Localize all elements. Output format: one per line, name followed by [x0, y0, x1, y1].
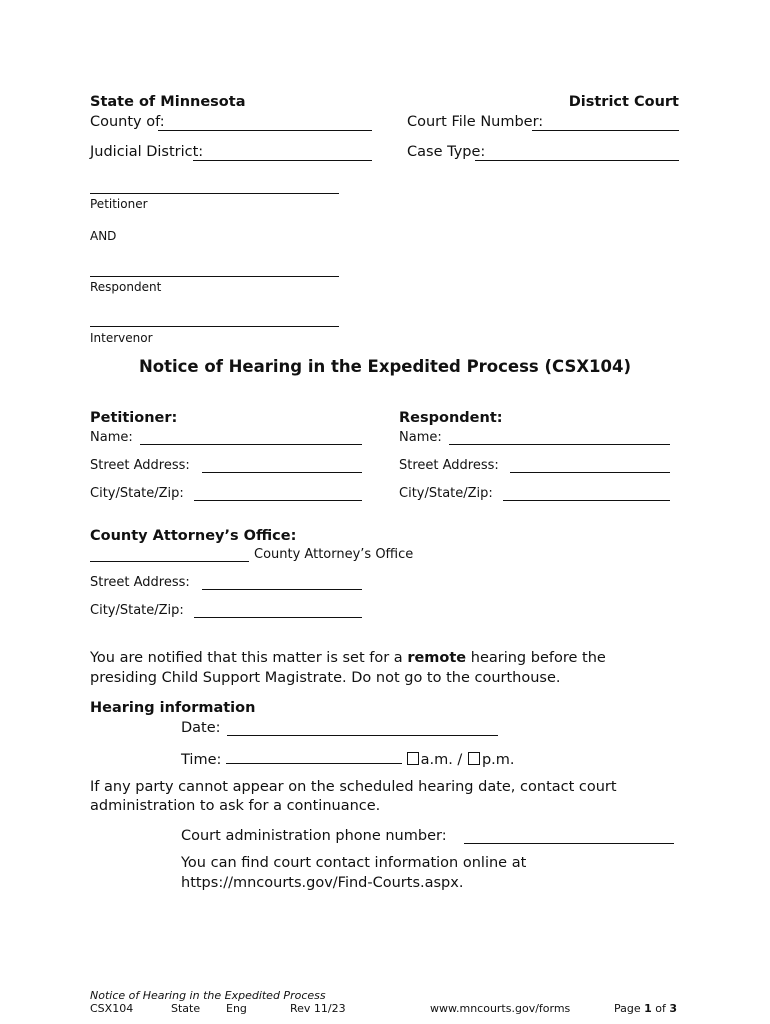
respondent-street-input[interactable] — [510, 472, 670, 473]
footer-scope: State — [171, 1002, 201, 1015]
county-attorney-county-input[interactable] — [90, 561, 249, 562]
case-type-label: Case Type: — [407, 144, 486, 160]
notice-line-2: presiding Child Support Magistrate. Do not go to the courthouse. — [90, 670, 561, 686]
petitioner-name-input[interactable] — [140, 444, 362, 445]
online-line-2[interactable]: https://mncourts.gov/Find-Courts.aspx. — [181, 875, 464, 891]
county-attorney-city-input[interactable] — [194, 617, 362, 618]
pm-checkbox[interactable] — [468, 752, 480, 765]
phone-input[interactable] — [464, 843, 674, 844]
notice-line-1: You are notified that this matter is set for a remote hearing before the — [90, 650, 606, 666]
court-file-field[interactable] — [532, 130, 679, 131]
am-checkbox[interactable] — [407, 752, 419, 765]
footer-website[interactable]: www.mncourts.gov/forms — [430, 1002, 571, 1015]
date-input[interactable] — [227, 735, 498, 736]
pm-label: p.m. — [481, 752, 515, 768]
respondent-heading: Respondent: — [399, 410, 503, 426]
county-attorney-office-label: County Attorney’s Office — [254, 547, 414, 562]
time-row — [181, 750, 515, 768]
footer-form-title: Notice of Hearing in the Expedited Process — [90, 989, 326, 1002]
hearing-heading: Hearing information — [90, 700, 256, 716]
petitioner-name-field[interactable] — [90, 193, 339, 194]
remote-emphasis: remote — [407, 650, 467, 666]
am-label: a.m. / — [420, 752, 463, 768]
county-label: County of: — [90, 114, 165, 130]
court-label: District Court — [568, 94, 679, 110]
continuance-line-2: administration to ask for a continuance. — [90, 798, 381, 814]
respondent-name-label: Name: — [399, 430, 442, 445]
case-type-field[interactable] — [475, 160, 679, 161]
petitioner-street-label: Street Address: — [90, 458, 190, 473]
footer-language: Eng — [226, 1002, 247, 1015]
petitioner-city-input[interactable] — [194, 500, 362, 501]
county-attorney-street-input[interactable] — [202, 589, 362, 590]
petitioner-name-label: Name: — [90, 430, 133, 445]
state-label: State of Minnesota — [90, 94, 246, 110]
county-attorney-heading: County Attorney’s Office: — [90, 528, 297, 544]
respondent-city-label: City/State/Zip: — [399, 486, 493, 501]
and-caption: AND — [90, 229, 117, 243]
intervenor-name-field[interactable] — [90, 326, 339, 327]
footer-revision: Rev 11/23 — [290, 1002, 346, 1015]
petitioner-heading: Petitioner: — [90, 410, 178, 426]
petitioner-caption: Petitioner — [90, 197, 148, 211]
time-label: Time: — [181, 752, 222, 768]
online-line-1: You can find court contact information online at — [181, 855, 527, 871]
page-title: Notice of Hearing in the Expedited Process (CSX104) — [138, 357, 632, 376]
time-input[interactable] — [226, 750, 402, 764]
petitioner-city-label: City/State/Zip: — [90, 486, 184, 501]
respondent-city-input[interactable] — [503, 500, 670, 501]
respondent-name-field[interactable] — [90, 276, 339, 277]
footer-page-number: Page 1 of 3 — [614, 1002, 678, 1015]
respondent-street-label: Street Address: — [399, 458, 499, 473]
county-attorney-street-label: Street Address: — [90, 575, 190, 590]
court-file-label: Court File Number: — [407, 114, 544, 130]
footer-form-code: CSX104 — [90, 1002, 134, 1015]
district-label: Judicial District: — [90, 144, 204, 160]
date-label: Date: — [181, 720, 221, 736]
intervenor-caption: Intervenor — [90, 331, 153, 345]
continuance-line-1: If any party cannot appear on the scheduled hearing date, contact court — [90, 779, 617, 795]
petitioner-street-input[interactable] — [202, 472, 362, 473]
phone-label: Court administration phone number: — [181, 828, 447, 844]
respondent-name-input[interactable] — [449, 444, 670, 445]
respondent-caption: Respondent — [90, 280, 162, 294]
county-field[interactable] — [158, 130, 372, 131]
district-field[interactable] — [193, 160, 372, 161]
county-attorney-city-label: City/State/Zip: — [90, 603, 184, 618]
